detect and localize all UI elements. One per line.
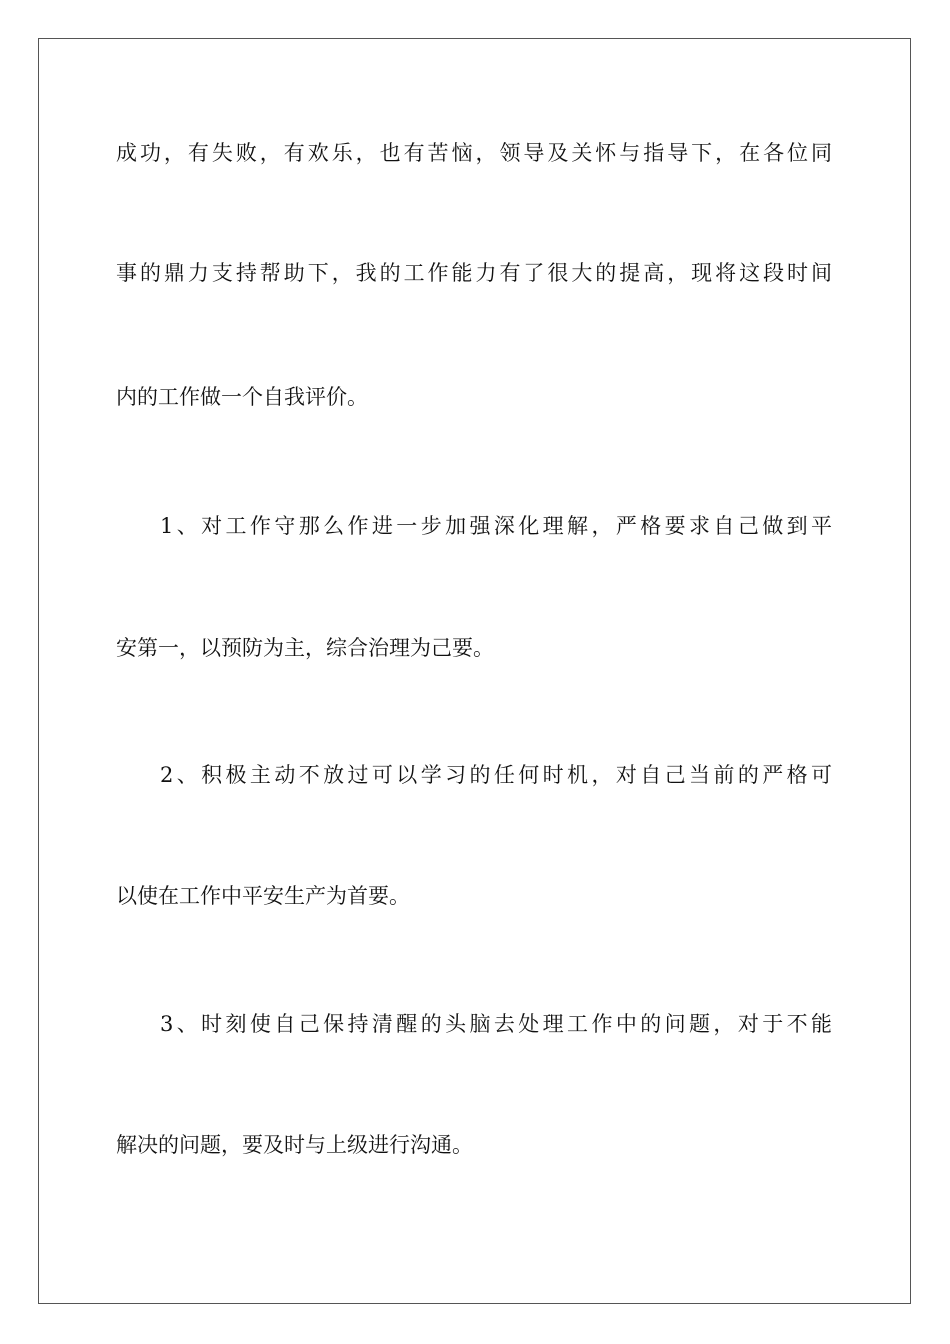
list-item-1-line-2: 安第一，以预防为主，综合治理为己要。	[116, 636, 494, 660]
list-item-1-line-1: 1、对工作守那么作进一步加强深化理解，严格要求自己做到平	[160, 514, 832, 538]
text-line-2: 事的鼎力支持帮助下，我的工作能力有了很大的提高，现将这段时间	[116, 261, 832, 285]
list-item-2-line-1: 2、积极主动不放过可以学习的任何时机，对自己当前的严格可	[160, 763, 832, 787]
list-item-3-line-1: 3、时刻使自己保持清醒的头脑去处理工作中的问题，对于不能	[160, 1012, 832, 1036]
text-line-1: 成功，有失败，有欢乐，也有苦恼，领导及关怀与指导下，在各位同	[116, 141, 832, 165]
list-item-3-line-2: 解决的问题，要及时与上级进行沟通。	[116, 1133, 473, 1157]
list-item-2-line-2: 以使在工作中平安生产为首要。	[116, 884, 410, 908]
text-line-3: 内的工作做一个自我评价。	[116, 385, 368, 409]
page-border	[38, 38, 911, 1304]
